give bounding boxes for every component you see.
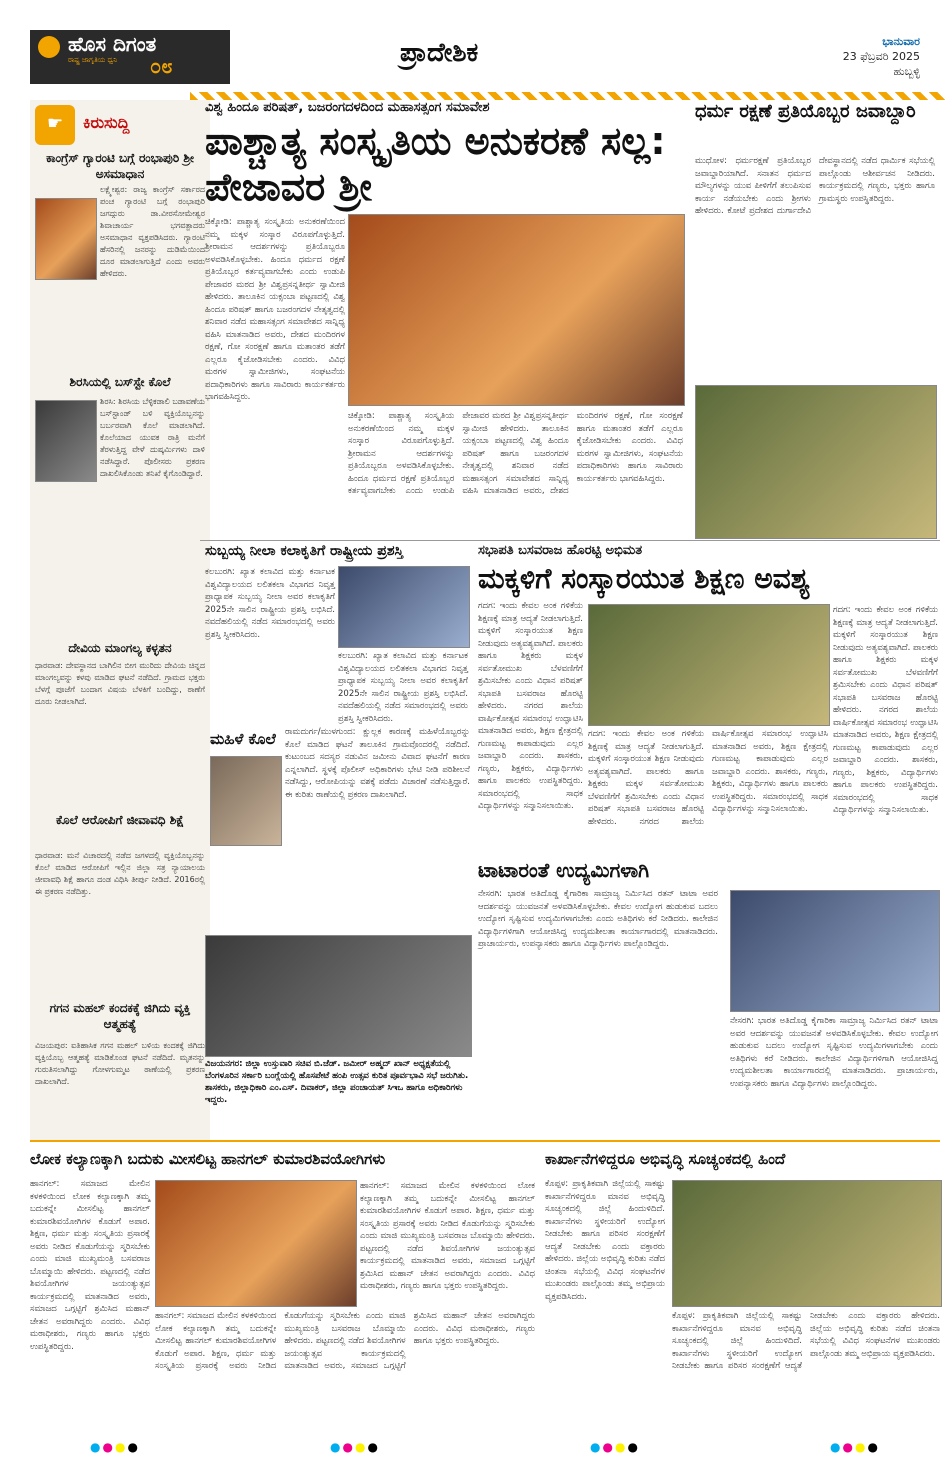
brief-title-2: ಶಿರಸಿಯಲ್ಲಿ ಬಸ್‌ಸ್ಟೇ ಕೊಲೆ — [69, 375, 171, 389]
brief-news-label — [35, 105, 205, 145]
brand-tagline: ರಾಷ್ಟ್ರ ಜಾಗೃತಿಯ ಧ್ವನಿ — [68, 56, 118, 64]
city-label: ಹುಬ್ಬಳ್ಳಿ — [893, 65, 920, 78]
meeting-photo — [205, 935, 472, 1057]
masthead — [30, 30, 230, 84]
day-label: ಭಾನುವಾರ — [882, 35, 920, 48]
brief-title-1: ಕಾಂಗ್ರೆಸ್ ಗ್ಯಾರಂಟಿ ಬಗ್ಗೆ ರಂಭಾಪುರಿ ಶ್ರೀ ಅಸಮಾಧಾನ — [46, 151, 194, 181]
registration-dots: ●●●● — [330, 1440, 380, 1454]
murder-body: ರಾಮದುರ್ಗ/ಮುಳಗುಂದ: ಕ್ಷುಲ್ಲಕ ಕಾರಣಕ್ಕೆ ಮಹಿಳೆಯೊಬ್ಬರನ್ನು ಕೊಲೆ ಮಾಡಿದ ಘಟನೆ ತಾಲೂಕಿನ ಗ್ರಾಮವೊಂದರಲ್ಲಿ ನಡೆದಿದೆ. ಕುಟುಂಬದ ಸದಸ್ಯರ ನಡುವಿನ ಜಮೀನು ವಿವಾದ ಘಟನೆಗೆ ಕಾರಣ ಎನ್ನಲಾಗಿದೆ. ಸ್ಥಳಕ್ಕೆ ಪೊಲೀಸ್ ಅಧಿಕಾರಿಗಳು ಭೇಟಿ ನೀಡಿ ಪರಿಶೀಲನೆ ನಡೆಸಿದ್ದು, ಆರೋಪಿಯನ್ನು ವಶಕ್ಕೆ ಪಡೆದು ವಿಚಾರಣೆ ನಡೆಸುತ್ತಿದ್ದಾರೆ. ಈ ಕುರಿತು ಠಾಣೆಯಲ್ಲಿ ಪ್ರಕರಣ ದಾಖಲಾಗಿದೆ. — [285, 727, 470, 800]
tata-body-continued: ನೇಸರಗಿ: ಭಾರತ ಅತಿದೊಡ್ಡ ಕೈಗಾರಿಕಾ ಸಾಮ್ರಾಜ್ಯ ನಿರ್ಮಿಸಿದ ರತನ್ ಟಾಟಾ ಅವರ ಆದರ್ಶವನ್ನು ಯುವಜನತೆ ಅಳವಡಿಸಿಕೊಳ್ಳಬೇಕು. ಕೇವಲ ಉದ್ಯೋಗ ಹುಡುಕುವ ಬದಲು ಉದ್ಯೋಗ ಸೃಷ್ಟಿಸುವ ಉದ್ಯಮಿಗಳಾಗಬೇಕು ಎಂದು ಅತಿಥಿಗಳು ಕರೆ ನೀಡಿದರು. ಕಾಲೇಜಿನ ವಿದ್ಯಾರ್ಥಿಗಳಿಗಾಗಿ ಆಯೋಜಿಸಿದ್ದ ಉದ್ಯಮಶೀಲತಾ ಕಾರ್ಯಾಗಾರದಲ್ಲಿ ಮಾತನಾಡಿದರು. ಪ್ರಾಚಾರ್ಯರು, ಉಪನ್ಯಾಸಕರು ಹಾಗೂ ವಿದ್ಯಾರ್ಥಿಗಳು ಪಾಲ್ಗೊಂಡಿದ್ದರು. — [730, 1016, 938, 1089]
kumarashivayogi-body-col2: ಹಾನಗಲ್: ಸಮಾಜದ ಮೇಲಿನ ಕಳಕಳಿಯಿಂದ ಲೋಕ ಕಲ್ಯಾಣಕ್ಕಾಗಿ ತಮ್ಮ ಬದುಕನ್ನೇ ಮೀಸಲಿಟ್ಟ ಹಾನಗಲ್ ಕುಮಾರಶಿವಯೋಗಿಗಳ ಕೊಡುಗೆ ಅಪಾರ. ಶಿಕ್ಷಣ, ಧರ್ಮ ಮತ್ತು ಸಂಸ್ಕೃತಿಯ ಪ್ರಸಾರಕ್ಕೆ ಅವರು ನೀಡಿದ ಕೊಡುಗೆಯನ್ನು ಸ್ಮರಿಸಬೇಕು ಎಂದು ಮಾಜಿ ಮುಖ್ಯಮಂತ್ರಿ ಬಸವರಾಜ ಬೊಮ್ಮಾಯಿ ಹೇಳಿದರು. ಪಟ್ಟಣದಲ್ಲಿ ನಡೆದ ಶಿವಯೋಗಿಗಳ ಜಯಂತ್ಯುತ್ಸವ ಕಾರ್ಯಕ್ರಮದಲ್ಲಿ ಮಾತನಾಡಿದ ಅವರು, ಸಮಾಜದ ಒಗ್ಗಟ್ಟಿಗೆ ಶ್ರಮಿಸಿದ ಮಹಾನ್ ಚೇತನ ಅವರಾಗಿದ್ದರು ಎಂದರು. ವಿವಿಧ ಮಠಾಧೀಶರು, ಗಣ್ಯರು ಹಾಗೂ ಭಕ್ತರು ಉಪಸ್ಥಿತರಿದ್ದರು. — [360, 1181, 535, 1291]
industry-headline: ಕಾರ್ಖಾನೆಗಳಿದ್ದರೂ ಅಭಿವೃದ್ಧಿ ಸೂಚ್ಯಂಕದಲ್ಲಿ ಹಿಂದೆ — [545, 1150, 786, 1168]
kumarashivayogi-body: ಹಾನಗಲ್: ಸಮಾಜದ ಮೇಲಿನ ಕಳಕಳಿಯಿಂದ ಲೋಕ ಕಲ್ಯಾಣಕ್ಕಾಗಿ ತಮ್ಮ ಬದುಕನ್ನೇ ಮೀಸಲಿಟ್ಟ ಹಾನಗಲ್ ಕುಮಾರಶಿವಯೋಗಿಗಳ ಕೊಡುಗೆ ಅಪಾರ. ಶಿಕ್ಷಣ, ಧರ್ಮ ಮತ್ತು ಸಂಸ್ಕೃತಿಯ ಪ್ರಸಾರಕ್ಕೆ ಅವರು ನೀಡಿದ ಕೊಡುಗೆಯನ್ನು ಸ್ಮರಿಸಬೇಕು ಎಂದು ಮಾಜಿ ಮುಖ್ಯಮಂತ್ರಿ ಬಸವರಾಜ ಬೊಮ್ಮಾಯಿ ಹೇಳಿದರು. ಪಟ್ಟಣದಲ್ಲಿ ನಡೆದ ಶಿವಯೋಗಿಗಳ ಜಯಂತ್ಯುತ್ಸವ ಕಾರ್ಯಕ್ರಮದಲ್ಲಿ ಮಾತನಾಡಿದ ಅವರು, ಸಮಾಜದ ಒಗ್ಗಟ್ಟಿಗೆ ಶ್ರಮಿಸಿದ ಮಹಾನ್ ಚೇತನ ಅವರಾಗಿದ್ದರು ಎಂದರು. ವಿವಿಧ ಮಠಾಧೀಶರು, ಗಣ್ಯರು ಹಾಗೂ ಭಕ್ತರು ಉಪಸ್ಥಿತರಿದ್ದರು. — [30, 1179, 150, 1352]
brief-body-2: ಶಿರಸಿ: ಶಿರಸಿಯ ಬೆಳ್ಳಿಕಡಾಲಿ ಬಡಾವಣೆಯ ಬಸ್‌ಸ್ಟಾಂಡ್ ಬಳಿ ವ್ಯಕ್ತಿಯೊಬ್ಬನನ್ನು ಬರ್ಬರವಾಗಿ ಕೊಲೆ ಮಾಡಲಾಗಿದೆ. ಕೊಲೆಯಾದ ಯುವಕ ರಾತ್ರಿ ಮನೆಗೆ ತೆರಳುತ್ತಿದ್ದ ವೇಳೆ ದುಷ್ಕರ್ಮಿಗಳು ದಾಳಿ ನಡೆಸಿದ್ದಾರೆ. ಪೊಲೀಸರು ಪ್ರಕರಣ ದಾಖಲಿಸಿಕೊಂಡು ತನಿಖೆ ಕೈಗೊಂಡಿದ್ದಾರೆ. — [100, 397, 205, 478]
registration-dots: ●●●● — [90, 1440, 140, 1454]
lead-headline: ಪಾಶ್ಚಾತ್ಯ ಸಂಸ್ಕೃತಿಯ ಅನುಕರಣೆ ಸಲ್ಲ: ಪೇಜಾವರ ಶ್ರೀ — [205, 119, 666, 209]
brief-body-5: ವಿಜಯಪುರ: ಐತಿಹಾಸಿಕ ಗಗನ ಮಹಲ್ ಬಳಿಯ ಕಂದಕಕ್ಕೆ ಜಿಗಿದು ವ್ಯಕ್ತಿಯೊಬ್ಬ ಆತ್ಮಹತ್ಯೆ ಮಾಡಿಕೊಂಡ ಘಟನೆ ನಡೆದಿದೆ. ಮೃತನನ್ನು ಗುರುತಿಸಲಾಗಿದ್ದು ಗೋಳಗುಮ್ಮಟ ಠಾಣೆಯಲ್ಲಿ ಪ್ರಕರಣ ದಾಖಲಾಗಿದೆ. — [35, 1041, 205, 1086]
bottom-divider — [30, 1140, 940, 1142]
award-headline: ಸುಬ್ಬಯ್ಯ ನೀಲಾ ಕಲಾಕೃತಿಗೆ ರಾಷ್ಟ್ರೀಯ ಪ್ರಶಸ್ತಿ — [205, 543, 404, 559]
industry-photo — [672, 1180, 942, 1307]
award-photo — [338, 566, 470, 648]
masthead-logo-icon — [38, 36, 60, 58]
brief-body-1: ಲಕ್ಷ್ಮೇಶ್ವರ: ರಾಜ್ಯ ಕಾಂಗ್ರೆಸ್ ಸರ್ಕಾರದ ಪಂಚ ಗ್ಯಾರಂಟಿ ಬಗ್ಗೆ ರಂಭಾಪುರಿ ಜಗದ್ಗುರು ಡಾ.ವೀರಸೋಮೇಶ್ವರ ಶಿವಾಚಾರ್ಯ ಭಗವತ್ಪಾದರು ಅಸಮಾಧಾನ ವ್ಯಕ್ತಪಡಿಸಿದರು. ಗ್ಯಾರಂಟಿ ಹೆಸರಿನಲ್ಲಿ ಜನರನ್ನು ದುಡಿಮೆಯಿಂದ ದೂರ ಮಾಡಲಾಗುತ್ತಿದೆ ಎಂದು ಅವರು ಹೇಳಿದರು. — [100, 185, 205, 278]
lead-body: ಚಿಕ್ಕೋಡಿ: ಪಾಶ್ಚಾತ್ಯ ಸಂಸ್ಕೃತಿಯ ಅನುಕರಣೆಯಿಂದ ನಮ್ಮ ಮಕ್ಕಳ ಸಂಸ್ಕಾರ ವಿರೂಪಗೊಳ್ಳುತ್ತಿದೆ. ಶ್ರೀರಾಮನ ಆದರ್ಶಗಳನ್ನು ಪ್ರತಿಯೊಬ್ಬರೂ ಅಳವಡಿಸಿಕೊಳ್ಳಬೇಕು. ಹಿಂದೂ ಧರ್ಮದ ರಕ್ಷಣೆ ಪ್ರತಿಯೊಬ್ಬರ ಕರ್ತವ್ಯವಾಗಬೇಕು ಎಂದು ಉಡುಪಿ ಪೇಜಾವರ ಮಠದ ಶ್ರೀ ವಿಶ್ವಪ್ರಸನ್ನತೀರ್ಥ ಸ್ವಾಮೀಜಿ ಹೇಳಿದರು. ತಾಲೂಕಿನ ಯಕ್ಸಂಬಾ ಪಟ್ಟಣದಲ್ಲಿ ವಿಶ್ವ ಹಿಂದೂ ಪರಿಷತ್ ಹಾಗೂ ಬಜರಂಗದಳ ನೇತೃತ್ವದಲ್ಲಿ ಶನಿವಾರ ನಡೆದ ಮಹಾಸತ್ಸಂಗ ಸಮಾವೇಶದ ಸಾನ್ನಿಧ್ಯ ವಹಿಸಿ ಮಾತನಾಡಿದ ಅವರು, ದೇಶದ ಮಂದಿರಗಳ ರಕ್ಷಣೆ, ಗೋ ಸಂರಕ್ಷಣೆ ಹಾಗೂ ಮತಾಂತರ ತಡೆಗೆ ಎಲ್ಲರೂ ಕೈಜೋಡಿಸಬೇಕು ಎಂದರು. ವಿವಿಧ ಮಠಗಳ ಸ್ವಾಮೀಜಿಗಳು, ಸಂಘಟನೆಯ ಪದಾಧಿಕಾರಿಗಳು ಹಾಗೂ ಸಾವಿರಾರು ಕಾರ್ಯಕರ್ತರು ಭಾಗವಹಿಸಿದ್ದರು. — [205, 217, 345, 402]
lead-kicker: ವಿಶ್ವ ಹಿಂದೂ ಪರಿಷತ್, ಬಜರಂಗದಳದಿಂದ ಮಹಾಸತ್ಸಂಗ ಸಮಾವೇಶ — [205, 100, 490, 115]
kumarashivayogi-headline: ಲೋಕ ಕಲ್ಯಾಣಕ್ಕಾಗಿ ಬದುಕು ಮೀಸಲಿಟ್ಟ ಹಾನಗಲ್ ಕುಮಾರಶಿವಯೋಗಿಗಳು — [30, 1150, 386, 1168]
victim-photo — [35, 400, 97, 482]
lead-photo — [348, 214, 685, 406]
brief-title-4: ಕೊಲೆ ಆರೋಪಿಗೆ ಜೀವಾವಧಿ ಶಿಕ್ಷೆ — [55, 813, 185, 827]
murder-headline: ಮಹಿಳೆ ಕೊಲೆ — [210, 730, 276, 748]
brief-body-3: ಧಾರವಾಡ: ದೇವಸ್ಥಾನದ ಬಾಗಿಲಿನ ಬೀಗ ಮುರಿದು ದೇವಿಯ ಚಿನ್ನದ ಮಾಂಗಲ್ಯವನ್ನು ಕಳವು ಮಾಡಿದ ಘಟನೆ ನಡೆದಿದೆ. ಗ್ರಾಮದ ಭಕ್ತರು ಬೆಳಗ್ಗೆ ಪೂಜೆಗೆ ಬಂದಾಗ ವಿಷಯ ಬೆಳಕಿಗೆ ಬಂದಿದ್ದು, ಠಾಣೆಗೆ ದೂರು ನೀಡಲಾಗಿದೆ. — [35, 661, 205, 706]
tata-body: ನೇಸರಗಿ: ಭಾರತ ಅತಿದೊಡ್ಡ ಕೈಗಾರಿಕಾ ಸಾಮ್ರಾಜ್ಯ ನಿರ್ಮಿಸಿದ ರತನ್ ಟಾಟಾ ಅವರ ಆದರ್ಶವನ್ನು ಯುವಜನತೆ ಅಳವಡಿಸಿಕೊಳ್ಳಬೇಕು. ಕೇವಲ ಉದ್ಯೋಗ ಹುಡುಕುವ ಬದಲು ಉದ್ಯೋಗ ಸೃಷ್ಟಿಸುವ ಉದ್ಯಮಿಗಳಾಗಬೇಕು ಎಂದು ಅತಿಥಿಗಳು ಕರೆ ನೀಡಿದರು. ಕಾಲೇಜಿನ ವಿದ್ಯಾರ್ಥಿಗಳಿಗಾಗಿ ಆಯೋಜಿಸಿದ್ದ ಉದ್ಯಮಶೀಲತಾ ಕಾರ್ಯಾಗಾರದಲ್ಲಿ ಮಾತನಾಡಿದರು. ಪ್ರಾಚಾರ್ಯರು, ಉಪನ್ಯಾಸಕರು ಹಾಗೂ ವಿದ್ಯಾರ್ಥಿಗಳು ಪಾಲ್ಗೊಂಡಿದ್ದರು. — [478, 889, 718, 949]
meeting-caption: ವಿಜಯನಗರ: ಜಿಲ್ಲಾ ಉಸ್ತುವಾರಿ ಸಚಿವ ಬಿ.ಜೆಡ್. ಜಮೀರ್ ಅಹ್ಮದ್ ಖಾನ್ ಅಧ್ಯಕ್ಷತೆಯಲ್ಲಿ ಬೆಂಗಳೂರಿನ ಸರ್ಕಾರಿ ಬಂಗ್ಲೆಯಲ್ಲಿ ಹೊಸಪೇಟೆ ಹಂಪಿ ಉತ್ಸವ ಕುರಿತ ಪೂರ್ವಭಾವಿ ಸಭೆ ಜರುಗಿತು. ಶಾಸಕರು, ಜಿಲ್ಲಾಧಿಕಾರಿ ಎಂ.ಎಸ್. ದಿವಾಕರ್, ಜಿಲ್ಲಾ ಪಂಚಾಯತ್ ಸಿಇಒ ಹಾಗೂ ಅಧಿಕಾರಿಗಳು ಇದ್ದರು. — [205, 1059, 469, 1105]
education-body-col3: ಗದಗ: ಇಂದು ಕೇವಲ ಅಂಕ ಗಳಿಕೆಯ ಶಿಕ್ಷಣಕ್ಕೆ ಮಾತ್ರ ಆದ್ಯತೆ ನೀಡಲಾಗುತ್ತಿದೆ. ಮಕ್ಕಳಿಗೆ ಸಂಸ್ಕಾರಯುತ ಶಿಕ್ಷಣ ನೀಡುವುದು ಅತ್ಯವಶ್ಯವಾಗಿದೆ. ಪಾಲಕರು ಹಾಗೂ ಶಿಕ್ಷಕರು ಮಕ್ಕಳ ಸರ್ವತೋಮುಖ ಬೆಳವಣಿಗೆಗೆ ಶ್ರಮಿಸಬೇಕು ಎಂದು ವಿಧಾನ ಪರಿಷತ್ ಸಭಾಪತಿ ಬಸವರಾಜ ಹೊರಟ್ಟಿ ಹೇಳಿದರು. ನಗರದ ಶಾಲೆಯ ವಾರ್ಷಿಕೋತ್ಸವ ಸಮಾರಂಭ ಉದ್ಘಾಟಿಸಿ ಮಾತನಾಡಿದ ಅವರು, ಶಿಕ್ಷಣ ಕ್ಷೇತ್ರದಲ್ಲಿ ಗುಣಮಟ್ಟ ಕಾಪಾಡುವುದು ಎಲ್ಲರ ಜವಾಬ್ದಾರಿ ಎಂದರು. ಶಾಸಕರು, ಗಣ್ಯರು, ಶಿಕ್ಷಕರು, ವಿದ್ಯಾರ್ಥಿಗಳು ಹಾಗೂ ಪಾಲಕರು ಉಪಸ್ಥಿತರಿದ್ದರು. ಸಮಾರಂಭದಲ್ಲಿ ಸಾಧಕ ವಿದ್ಯಾರ್ಥಿಗಳನ್ನು ಸನ್ಮಾನಿಸಲಾಯಿತು. — [833, 605, 939, 815]
kumarashivayogi-body-continued: ಹಾನಗಲ್: ಸಮಾಜದ ಮೇಲಿನ ಕಳಕಳಿಯಿಂದ ಲೋಕ ಕಲ್ಯಾಣಕ್ಕಾಗಿ ತಮ್ಮ ಬದುಕನ್ನೇ ಮೀಸಲಿಟ್ಟ ಹಾನಗಲ್ ಕುಮಾರಶಿವಯೋಗಿಗಳ ಕೊಡುಗೆ ಅಪಾರ. ಶಿಕ್ಷಣ, ಧರ್ಮ ಮತ್ತು ಸಂಸ್ಕೃತಿಯ ಪ್ರಸಾರಕ್ಕೆ ಅವರು ನೀಡಿದ ಕೊಡುಗೆಯನ್ನು ಸ್ಮರಿಸಬೇಕು ಎಂದು ಮಾಜಿ ಮುಖ್ಯಮಂತ್ರಿ ಬಸವರಾಜ ಬೊಮ್ಮಾಯಿ ಹೇಳಿದರು. ಪಟ್ಟಣದಲ್ಲಿ ನಡೆದ ಶಿವಯೋಗಿಗಳ ಜಯಂತ್ಯುತ್ಸವ ಕಾರ್ಯಕ್ರಮದಲ್ಲಿ ಮಾತನಾಡಿದ ಅವರು, ಸಮಾಜದ ಒಗ್ಗಟ್ಟಿಗೆ ಶ್ರಮಿಸಿದ ಮಹಾನ್ ಚೇತನ ಅವರಾಗಿದ್ದರು ಎಂದರು. ವಿವಿಧ ಮಠಾಧೀಶರು, ಗಣ್ಯರು ಹಾಗೂ ಭಕ್ತರು ಉಪಸ್ಥಿತರಿದ್ದರು. — [155, 1311, 535, 1371]
education-headline: ಮಕ್ಕಳಿಗೆ ಸಂಸ್ಕಾರಯುತ ಶಿಕ್ಷಣ ಅವಶ್ಯ — [478, 562, 810, 595]
page-header — [0, 0, 945, 92]
education-photo — [588, 604, 830, 726]
section-title: ಪ್ರಾದೇಶಿಕ — [400, 38, 479, 68]
side-feature-headline: ಧರ್ಮ ರಕ್ಷಣೆ ಪ್ರತಿಯೊಬ್ಬರ ಜವಾಬ್ದಾರಿ — [695, 101, 916, 122]
industry-body-continued: ಕೊಪ್ಪಳ: ಪ್ರಾಕೃತಿಕವಾಗಿ ಜಿಲ್ಲೆಯಲ್ಲಿ ಸಾಕಷ್ಟು ಕಾರ್ಖಾನೆಗಳಿದ್ದರೂ ಮಾನವ ಅಭಿವೃದ್ಧಿ ಸೂಚ್ಯಂಕದಲ್ಲಿ ಜಿಲ್ಲೆ ಹಿಂದುಳಿದಿದೆ. ಕಾರ್ಖಾನೆಗಳು ಸ್ಥಳೀಯರಿಗೆ ಉದ್ಯೋಗ ನೀಡಬೇಕು ಹಾಗೂ ಪರಿಸರ ಸಂರಕ್ಷಣೆಗೆ ಆದ್ಯತೆ ನೀಡಬೇಕು ಎಂದು ವಕ್ತಾರರು ಹೇಳಿದರು. ಜಿಲ್ಲೆಯ ಅಭಿವೃದ್ಧಿ ಕುರಿತು ನಡೆದ ಚಿಂತನಾ ಸಭೆಯಲ್ಲಿ ವಿವಿಧ ಸಂಘಟನೆಗಳ ಮುಖಂಡರು ಪಾಲ್ಗೊಂಡು ತಮ್ಮ ಅಭಿಪ್ರಾಯ ವ್ಯಕ್ತಪಡಿಸಿದರು. — [672, 1311, 940, 1371]
education-body-continued: ಗದಗ: ಇಂದು ಕೇವಲ ಅಂಕ ಗಳಿಕೆಯ ಶಿಕ್ಷಣಕ್ಕೆ ಮಾತ್ರ ಆದ್ಯತೆ ನೀಡಲಾಗುತ್ತಿದೆ. ಮಕ್ಕಳಿಗೆ ಸಂಸ್ಕಾರಯುತ ಶಿಕ್ಷಣ ನೀಡುವುದು ಅತ್ಯವಶ್ಯವಾಗಿದೆ. ಪಾಲಕರು ಹಾಗೂ ಶಿಕ್ಷಕರು ಮಕ್ಕಳ ಸರ್ವತೋಮುಖ ಬೆಳವಣಿಗೆಗೆ ಶ್ರಮಿಸಬೇಕು ಎಂದು ವಿಧಾನ ಪರಿಷತ್ ಸಭಾಪತಿ ಬಸವರಾಜ ಹೊರಟ್ಟಿ ಹೇಳಿದರು. ನಗರದ ಶಾಲೆಯ ವಾರ್ಷಿಕೋತ್ಸವ ಸಮಾರಂಭ ಉದ್ಘಾಟಿಸಿ ಮಾತನಾಡಿದ ಅವರು, ಶಿಕ್ಷಣ ಕ್ಷೇತ್ರದಲ್ಲಿ ಗುಣಮಟ್ಟ ಕಾಪಾಡುವುದು ಎಲ್ಲರ ಜವಾಬ್ದಾರಿ ಎಂದರು. ಶಾಸಕರು, ಗಣ್ಯರು, ಶಿಕ್ಷಕರು, ವಿದ್ಯಾರ್ಥಿಗಳು ಹಾಗೂ ಪಾಲಕರು ಉಪಸ್ಥಿತರಿದ್ದರು. ಸಮಾರಂಭದಲ್ಲಿ ಸಾಧಕ ವಿದ್ಯಾರ್ಥಿಗಳನ್ನು ಸನ್ಮಾನಿಸಲಾಯಿತು. — [588, 729, 828, 827]
pointing-hand-icon: ☛ — [35, 105, 75, 145]
education-body: ಗದಗ: ಇಂದು ಕೇವಲ ಅಂಕ ಗಳಿಕೆಯ ಶಿಕ್ಷಣಕ್ಕೆ ಮಾತ್ರ ಆದ್ಯತೆ ನೀಡಲಾಗುತ್ತಿದೆ. ಮಕ್ಕಳಿಗೆ ಸಂಸ್ಕಾರಯುತ ಶಿಕ್ಷಣ ನೀಡುವುದು ಅತ್ಯವಶ್ಯವಾಗಿದೆ. ಪಾಲಕರು ಹಾಗೂ ಶಿಕ್ಷಕರು ಮಕ್ಕಳ ಸರ್ವತೋಮುಖ ಬೆಳವಣಿಗೆಗೆ ಶ್ರಮಿಸಬೇಕು ಎಂದು ವಿಧಾನ ಪರಿಷತ್ ಸಭಾಪತಿ ಬಸವರಾಜ ಹೊರಟ್ಟಿ ಹೇಳಿದರು. ನಗರದ ಶಾಲೆಯ ವಾರ್ಷಿಕೋತ್ಸವ ಸಮಾರಂಭ ಉದ್ಘಾಟಿಸಿ ಮಾತನಾಡಿದ ಅವರು, ಶಿಕ್ಷಣ ಕ್ಷೇತ್ರದಲ್ಲಿ ಗುಣಮಟ್ಟ ಕಾಪಾಡುವುದು ಎಲ್ಲರ ಜವಾಬ್ದಾರಿ ಎಂದರು. ಶಾಸಕರು, ಗಣ್ಯರು, ಶಿಕ್ಷಕರು, ವಿದ್ಯಾರ್ಥಿಗಳು ಹಾಗೂ ಪಾಲಕರು ಉಪಸ್ಥಿತರಿದ್ದರು. ಸಮಾರಂಭದಲ್ಲಿ ಸಾಧಕ ವಿದ್ಯಾರ್ಥಿಗಳನ್ನು ಸನ್ಮಾನಿಸಲಾಯಿತು. — [478, 601, 584, 811]
seer-photo — [35, 198, 97, 280]
date-block — [770, 34, 920, 79]
brief-title-3: ದೇವಿಯ ಮಾಂಗಲ್ಯ ಕಳ್ಳತನ — [68, 641, 172, 655]
lead-body-continued: ಚಿಕ್ಕೋಡಿ: ಪಾಶ್ಚಾತ್ಯ ಸಂಸ್ಕೃತಿಯ ಅನುಕರಣೆಯಿಂದ ನಮ್ಮ ಮಕ್ಕಳ ಸಂಸ್ಕಾರ ವಿರೂಪಗೊಳ್ಳುತ್ತಿದೆ. ಶ್ರೀರಾಮನ ಆದರ್ಶಗಳನ್ನು ಪ್ರತಿಯೊಬ್ಬರೂ ಅಳವಡಿಸಿಕೊಳ್ಳಬೇಕು. ಹಿಂದೂ ಧರ್ಮದ ರಕ್ಷಣೆ ಪ್ರತಿಯೊಬ್ಬರ ಕರ್ತವ್ಯವಾಗಬೇಕು ಎಂದು ಉಡುಪಿ ಪೇಜಾವರ ಮಠದ ಶ್ರೀ ವಿಶ್ವಪ್ರಸನ್ನತೀರ್ಥ ಸ್ವಾಮೀಜಿ ಹೇಳಿದರು. ತಾಲೂಕಿನ ಯಕ್ಸಂಬಾ ಪಟ್ಟಣದಲ್ಲಿ ವಿಶ್ವ ಹಿಂದೂ ಪರಿಷತ್ ಹಾಗೂ ಬಜರಂಗದಳ ನೇತೃತ್ವದಲ್ಲಿ ಶನಿವಾರ ನಡೆದ ಮಹಾಸತ್ಸಂಗ ಸಮಾವೇಶದ ಸಾನ್ನಿಧ್ಯ ವಹಿಸಿ ಮಾತನಾಡಿದ ಅವರು, ದೇಶದ ಮಂದಿರಗಳ ರಕ್ಷಣೆ, ಗೋ ಸಂರಕ್ಷಣೆ ಹಾಗೂ ಮತಾಂತರ ತಡೆಗೆ ಎಲ್ಲರೂ ಕೈಜೋಡಿಸಬೇಕು ಎಂದರು. ವಿವಿಧ ಮಠಗಳ ಸ್ವಾಮೀಜಿಗಳು, ಸಂಘಟನೆಯ ಪದಾಧಿಕಾರಿಗಳು ಹಾಗೂ ಸಾವಿರಾರು ಕಾರ್ಯಕರ್ತರು ಭಾಗವಹಿಸಿದ್ದರು. — [348, 411, 683, 496]
brief-title-5: ಗಗನ ಮಹಲ್ ಕಂದಕಕ್ಕೆ ಜಿಗಿದು ವ್ಯಕ್ತಿ ಆತ್ಮಹತ್ಯೆ — [49, 1001, 191, 1031]
kumarashivayogi-photo — [155, 1180, 357, 1307]
award-body-continued: ಕಲಬುರಗಿ: ಖ್ಯಾತ ಕಲಾವಿದ ಮತ್ತು ಕರ್ನಾಟಕ ವಿಶ್ವವಿದ್ಯಾಲಯದ ಲಲಿತಕಲಾ ವಿಭಾಗದ ನಿವೃತ್ತ ಪ್ರಾಧ್ಯಾಪಕ ಸುಬ್ಬಯ್ಯ ನೀಲಾ ಅವರ ಕಲಾಕೃತಿಗೆ 2025ನೇ ಸಾಲಿನ ರಾಷ್ಟ್ರೀಯ ಪ್ರಶಸ್ತಿ ಲಭಿಸಿದೆ. ನವದೆಹಲಿಯಲ್ಲಿ ನಡೆದ ಸಮಾರಂಭದಲ್ಲಿ ಅವರು ಪ್ರಶಸ್ತಿ ಸ್ವೀಕರಿಸಿದರು. — [338, 651, 468, 724]
brand-name: ಹೊಸ ದಿಗಂತ — [68, 32, 157, 56]
award-body: ಕಲಬುರಗಿ: ಖ್ಯಾತ ಕಲಾವಿದ ಮತ್ತು ಕರ್ನಾಟಕ ವಿಶ್ವವಿದ್ಯಾಲಯದ ಲಲಿತಕಲಾ ವಿಭಾಗದ ನಿವೃತ್ತ ಪ್ರಾಧ್ಯಾಪಕ ಸುಬ್ಬಯ್ಯ ನೀಲಾ ಅವರ ಕಲಾಕೃತಿಗೆ 2025ನೇ ಸಾಲಿನ ರಾಷ್ಟ್ರೀಯ ಪ್ರಶಸ್ತಿ ಲಭಿಸಿದೆ. ನವದೆಹಲಿಯಲ್ಲಿ ನಡೆದ ಸಮಾರಂಭದಲ್ಲಿ ಅವರು ಪ್ರಶಸ್ತಿ ಸ್ವೀಕರಿಸಿದರು. — [205, 567, 335, 640]
brief-body-4: ಧಾರವಾಡ: ಮನೆ ವಿಚಾರದಲ್ಲಿ ನಡೆದ ಜಗಳದಲ್ಲಿ ವ್ಯಕ್ತಿಯೊಬ್ಬನನ್ನು ಕೊಲೆ ಮಾಡಿದ ಆರೋಪಿಗೆ ಇಲ್ಲಿನ ಜಿಲ್ಲಾ ಸತ್ರ ನ್ಯಾಯಾಲಯ ಜೀವಾವಧಿ ಶಿಕ್ಷೆ ಹಾಗೂ ದಂಡ ವಿಧಿಸಿ ತೀರ್ಪು ನೀಡಿದೆ. 2016ರಲ್ಲಿ ಈ ಪ್ರಕರಣ ನಡೆದಿತ್ತು. — [35, 851, 205, 896]
registration-dots: ●●●● — [590, 1440, 640, 1454]
date-label: 23 ಫೆಬ್ರವರಿ 2025 — [842, 50, 920, 63]
education-kicker: ಸಭಾಪತಿ ಬಸವರಾಜ ಹೊರಟ್ಟಿ ಅಭಿಮತ — [478, 543, 643, 558]
registration-dots: ●●●● — [830, 1440, 880, 1454]
industry-body: ಕೊಪ್ಪಳ: ಪ್ರಾಕೃತಿಕವಾಗಿ ಜಿಲ್ಲೆಯಲ್ಲಿ ಸಾಕಷ್ಟು ಕಾರ್ಖಾನೆಗಳಿದ್ದರೂ ಮಾನವ ಅಭಿವೃದ್ಧಿ ಸೂಚ್ಯಂಕದಲ್ಲಿ ಜಿಲ್ಲೆ ಹಿಂದುಳಿದಿದೆ. ಕಾರ್ಖಾನೆಗಳು ಸ್ಥಳೀಯರಿಗೆ ಉದ್ಯೋಗ ನೀಡಬೇಕು ಹಾಗೂ ಪರಿಸರ ಸಂರಕ್ಷಣೆಗೆ ಆದ್ಯತೆ ನೀಡಬೇಕು ಎಂದು ವಕ್ತಾರರು ಹೇಳಿದರು. ಜಿಲ್ಲೆಯ ಅಭಿವೃದ್ಧಿ ಕುರಿತು ನಡೆದ ಚಿಂತನಾ ಸಭೆಯಲ್ಲಿ ವಿವಿಧ ಸಂಘಟನೆಗಳ ಮುಖಂಡರು ಪಾಲ್ಗೊಂಡು ತಮ್ಮ ಅಭಿಪ್ರಾಯ ವ್ಯಕ್ತಪಡಿಸಿದರು. — [545, 1179, 665, 1302]
row-divider — [200, 540, 940, 541]
header-stripe — [190, 92, 945, 100]
page-number: ೦೮ — [150, 54, 173, 78]
tata-headline: ಟಾಟಾರಂತೆ ಉದ್ಯಮಿಗಳಾಗಿ — [478, 858, 650, 882]
brief-news-title: ಕಿರುಸುದ್ದಿ — [83, 113, 130, 132]
murder-victim-photo — [210, 756, 282, 846]
tata-photo — [730, 890, 940, 1012]
side-feature-photo — [695, 385, 937, 539]
side-feature-body: ಮುಧೋಳ: ಧರ್ಮರಕ್ಷಣೆ ಪ್ರತಿಯೊಬ್ಬರ ಜವಾಬ್ದಾರಿಯಾಗಿದೆ. ಸನಾತನ ಧರ್ಮದ ಮೌಲ್ಯಗಳನ್ನು ಯುವ ಪೀಳಿಗೆಗೆ ತಲುಪಿಸುವ ಕಾರ್ಯ ನಡೆಯಬೇಕು ಎಂದು ಶ್ರೀಗಳು ಹೇಳಿದರು. ಕೋಟೆ ಪ್ರದೇಶದ ದುರ್ಗಾದೇವಿ ದೇವಸ್ಥಾನದಲ್ಲಿ ನಡೆದ ಧಾರ್ಮಿಕ ಸಭೆಯಲ್ಲಿ ಪಾಲ್ಗೊಂಡು ಆಶೀರ್ವಚನ ನೀಡಿದರು. ಕಾರ್ಯಕ್ರಮದಲ್ಲಿ ಗಣ್ಯರು, ಭಕ್ತರು ಹಾಗೂ ಗ್ರಾಮಸ್ಥರು ಉಪಸ್ಥಿತರಿದ್ದರು. — [695, 156, 935, 216]
